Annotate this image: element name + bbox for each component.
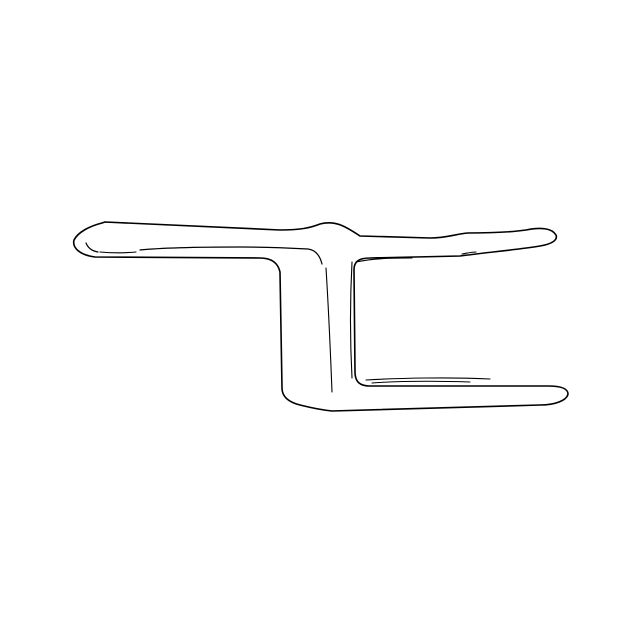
flange-left-inner-curve (86, 243, 98, 252)
profile-outline (74, 222, 568, 411)
flange-underside-short (100, 252, 136, 253)
flange-underside-line (140, 247, 322, 264)
bottom-leg-top-line (366, 378, 490, 380)
web-inner-left-line (326, 268, 332, 392)
web-inner-right-line (351, 262, 353, 378)
bottom-leg-inner-accent (372, 381, 470, 383)
